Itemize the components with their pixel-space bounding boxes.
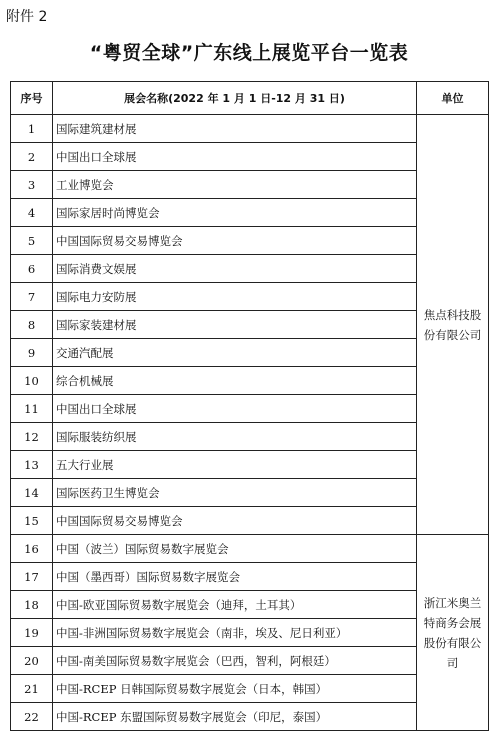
row-number: 22 (11, 703, 53, 731)
exhibition-name: 中国-RCEP 东盟国际贸易数字展览会（印尼，泰国） (53, 703, 417, 731)
exhibition-name: 综合机械展 (53, 367, 417, 395)
exhibition-name: 国际家居时尚博览会 (53, 199, 417, 227)
row-number: 18 (11, 591, 53, 619)
row-number: 12 (11, 423, 53, 451)
exhibition-name: 中国国际贸易交易博览会 (53, 507, 417, 535)
column-header-exhibition-name: 展会名称(2022 年 1 月 1 日-12 月 31 日) (53, 82, 417, 115)
row-number: 16 (11, 535, 53, 563)
exhibition-name: 中国-非洲国际贸易数字展览会（南非，埃及、尼日利亚） (53, 619, 417, 647)
table-header-row (11, 82, 489, 115)
row-number: 17 (11, 563, 53, 591)
column-header-unit: 单位 (417, 82, 489, 115)
column-header-number: 序号 (11, 82, 53, 115)
row-number: 15 (11, 507, 53, 535)
exhibition-name: 国际医药卫生博览会 (53, 479, 417, 507)
organizer-unit: 浙江米奥兰特商务会展股份有限公司 (417, 535, 489, 731)
exhibition-name: 五大行业展 (53, 451, 417, 479)
table-body (11, 115, 489, 731)
exhibition-name: 国际建筑建材展 (53, 115, 417, 143)
row-number: 5 (11, 227, 53, 255)
row-number: 4 (11, 199, 53, 227)
exhibition-table (10, 81, 489, 731)
row-number: 7 (11, 283, 53, 311)
exhibition-name: 工业博览会 (53, 171, 417, 199)
exhibition-name: 中国-南美国际贸易数字展览会（巴西，智利，阿根廷） (53, 647, 417, 675)
exhibition-name: 中国国际贸易交易博览会 (53, 227, 417, 255)
row-number: 1 (11, 115, 53, 143)
exhibition-name: 国际电力安防展 (53, 283, 417, 311)
exhibition-name: 中国（墨西哥）国际贸易数字展览会 (53, 563, 417, 591)
row-number: 11 (11, 395, 53, 423)
exhibition-name: 国际服装纺织展 (53, 423, 417, 451)
row-number: 2 (11, 143, 53, 171)
row-number: 13 (11, 451, 53, 479)
exhibition-name: 交通汽配展 (53, 339, 417, 367)
attachment-label: 附件 2 (6, 9, 48, 25)
row-number: 6 (11, 255, 53, 283)
exhibition-name: 国际消费文娱展 (53, 255, 417, 283)
row-number: 8 (11, 311, 53, 339)
row-number: 20 (11, 647, 53, 675)
row-number: 3 (11, 171, 53, 199)
row-number: 10 (11, 367, 53, 395)
table-row (11, 115, 489, 143)
exhibition-name: 中国-欧亚国际贸易数字展览会（迪拜，土耳其） (53, 591, 417, 619)
organizer-unit: 焦点科技股份有限公司 (417, 115, 489, 535)
table-row (11, 535, 489, 563)
row-number: 14 (11, 479, 53, 507)
row-number: 19 (11, 619, 53, 647)
exhibition-name: 中国（波兰）国际贸易数字展览会 (53, 535, 417, 563)
row-number: 21 (11, 675, 53, 703)
exhibition-name: 中国出口全球展 (53, 143, 417, 171)
document-title: “粤贸全球”广东线上展览平台一览表 (89, 42, 409, 64)
row-number: 9 (11, 339, 53, 367)
exhibition-name: 中国-RCEP 日韩国际贸易数字展览会（日本，韩国） (53, 675, 417, 703)
exhibition-name: 中国出口全球展 (53, 395, 417, 423)
exhibition-name: 国际家装建材展 (53, 311, 417, 339)
